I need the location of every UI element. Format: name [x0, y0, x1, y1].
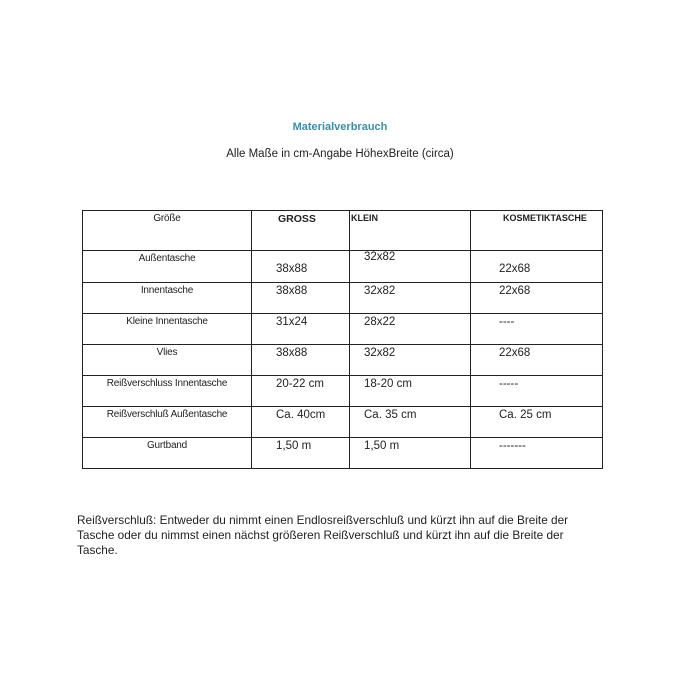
value-gross: 31x24: [276, 316, 308, 328]
row-label: Gurtband: [146, 440, 188, 451]
value-cell-klein: [350, 438, 471, 469]
row-label-cell: [83, 376, 252, 407]
value-klein: 32x82: [364, 347, 396, 359]
value-klein: Ca. 35 cm: [364, 409, 417, 421]
header-cell-gross: [252, 211, 350, 251]
header-cell-kosmetik: [471, 211, 603, 251]
value-kosmetik: -----: [499, 378, 519, 390]
table-row: [83, 314, 603, 345]
value-kosmetik: 22x68: [499, 347, 531, 359]
value-gross: 1,50 m: [276, 440, 312, 452]
value-cell-gross: [252, 314, 350, 345]
value-cell-klein: [350, 407, 471, 438]
value-cell-klein: [350, 345, 471, 376]
value-klein: 32x82: [364, 251, 396, 263]
material-table: [82, 210, 603, 469]
value-cell-gross: [252, 376, 350, 407]
value-cell-kosmetik: [471, 251, 603, 283]
value-gross: 38x88: [276, 347, 308, 359]
table-row: [83, 376, 603, 407]
row-label: Kleine Innentasche: [126, 316, 208, 327]
value-cell-gross: [252, 345, 350, 376]
value-cell-kosmetik: [471, 283, 603, 314]
row-label: Innentasche: [140, 285, 194, 296]
value-klein: 18-20 cm: [364, 378, 412, 390]
row-label: Reißverschluss Innentasche: [106, 378, 228, 389]
document-subtitle: Alle Maße in cm-Angabe HöhexBreite (circa): [226, 148, 454, 160]
document-title: Materialverbrauch: [292, 121, 388, 133]
table-row: [83, 438, 603, 469]
value-cell-klein: [350, 314, 471, 345]
table-row: [83, 407, 603, 438]
table-row: [83, 345, 603, 376]
header-cell-size: [83, 211, 252, 251]
value-kosmetik: ----: [499, 316, 515, 328]
header-gross-label: GROSS: [278, 213, 316, 225]
value-klein: 32x82: [364, 285, 396, 297]
table-row: [83, 251, 603, 283]
row-label-cell: [83, 283, 252, 314]
value-kosmetik: Ca. 25 cm: [499, 409, 552, 421]
header-klein-label: KLEIN: [351, 213, 378, 223]
value-cell-kosmetik: [471, 345, 603, 376]
value-gross: 38x88: [276, 263, 308, 275]
value-cell-kosmetik: [471, 438, 603, 469]
value-cell-kosmetik: [471, 314, 603, 345]
value-cell-gross: [252, 407, 350, 438]
table-header-row: [83, 211, 603, 251]
value-kosmetik: -------: [499, 440, 526, 452]
zipper-note: Reißverschluß: Entweder du nimmt einen Endlosreißverschluß und kürzt ihn auf die Breite der Tasche oder du nimmst einen nächst größeren Reißverschluß und kürzt ihn auf die Breite der Tasche.: [77, 513, 569, 557]
value-klein: 28x22: [364, 316, 396, 328]
row-label-cell: [83, 407, 252, 438]
value-klein: 1,50 m: [364, 440, 400, 452]
table-row: [83, 283, 603, 314]
row-label-cell: [83, 251, 252, 283]
row-label: Reißverschluß Außentasche: [106, 409, 228, 420]
value-gross: 20-22 cm: [276, 378, 324, 390]
value-cell-kosmetik: [471, 407, 603, 438]
row-label-cell: [83, 438, 252, 469]
value-cell-gross: [252, 251, 350, 283]
value-cell-gross: [252, 438, 350, 469]
value-kosmetik: 22x68: [499, 263, 531, 275]
value-cell-kosmetik: [471, 376, 603, 407]
row-label: Vlies: [156, 347, 178, 358]
value-gross: 38x88: [276, 285, 308, 297]
header-cell-klein: [350, 211, 471, 251]
header-kosmetik-label: KOSMETIKTASCHE: [503, 213, 587, 223]
row-label-cell: [83, 314, 252, 345]
value-cell-klein: [350, 251, 471, 283]
value-cell-klein: [350, 376, 471, 407]
value-cell-gross: [252, 283, 350, 314]
header-size-label: Größe: [153, 213, 181, 224]
row-label-cell: [83, 345, 252, 376]
value-kosmetik: 22x68: [499, 285, 531, 297]
row-label: Außentasche: [138, 253, 196, 264]
value-gross: Ca. 40cm: [276, 409, 326, 421]
value-cell-klein: [350, 283, 471, 314]
